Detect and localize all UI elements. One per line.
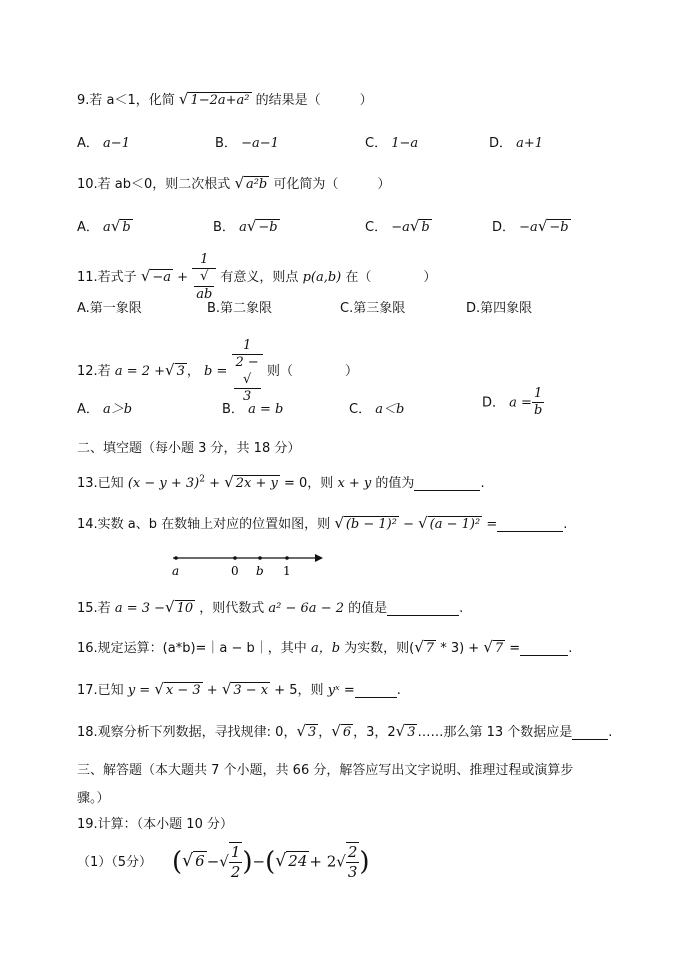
point-b	[258, 556, 262, 560]
q11-option-d: D.第四象限	[466, 301, 533, 316]
q18-stem: 18.观察分析下列数据，寻找规律: 0，	[77, 725, 297, 740]
label-b: b	[256, 564, 264, 578]
q14-radical-1: √ (b − 1)²	[334, 514, 397, 532]
q11-tail2: 在（ ）	[345, 269, 437, 285]
q10-stem: 10.若 ab＜0，则二次根式	[77, 177, 231, 192]
q11-option-c: C.第三象限	[340, 301, 406, 316]
q11-tail: 有意义，则点	[220, 269, 299, 285]
q12-sep: ，	[186, 364, 200, 379]
q12-stem: 12.若	[77, 364, 111, 379]
q17-line: 17.已知 y = √ x − 3 + √ 3 − x + 5，则 yˣ = .	[77, 680, 401, 698]
q9-radical: √ 1−2a+a²	[178, 90, 250, 108]
q10-radical: √ a²b	[234, 174, 268, 192]
q12-fraction: 1 2 − √ 3	[232, 338, 263, 405]
section-3-heading-line-1: 三、解答题（本大题共 7 个小题，共 66 分，解答应写出文字说明、推理过程或演算步	[77, 763, 574, 778]
q11-radical-1: √ −a	[140, 266, 172, 285]
q19-part-1-expression: (√ 6 −√ $\frac{1}{2}$ )−(√ 24 + 2√ $\frac{2}{3}$ )	[172, 843, 370, 881]
q15-radical: √ 10	[165, 598, 194, 616]
q19-stem: 19.计算：（本小题 10 分）	[77, 817, 233, 832]
q12-option-d: D． a = $\frac{1}{b}$	[482, 386, 543, 419]
q13-stem: 13.已知	[77, 476, 124, 491]
q13-expr: (x − y + 3)	[127, 476, 200, 491]
q17-stem: 17.已知	[77, 683, 124, 698]
q12-option-c: C． a＜b	[349, 402, 405, 417]
q17-radical-2: √ 3 − x	[221, 680, 269, 698]
q13-radical: √ 2x + y	[224, 473, 278, 491]
q16-answer-blank[interactable]	[520, 642, 568, 656]
q12-a-expr: a = 2 +	[114, 364, 166, 379]
q13-answer-blank[interactable]	[414, 477, 480, 491]
q10-option-d: D． −a√ −b	[492, 217, 569, 235]
q19-part-1-label: （1）（5分）	[77, 855, 153, 870]
q11-stem-line	[77, 252, 436, 303]
label-a: a	[172, 564, 180, 578]
q11-plus: +	[177, 269, 189, 285]
q15-stem: 15.若	[77, 601, 111, 616]
q14-line: 14.实数 a、b 在数轴上对应的位置如图，则 √ (b − 1)² − √ (a − 1)² = .	[77, 514, 568, 532]
q14-radical-2: √ (a − 1)²	[418, 514, 481, 532]
q11-option-a: A.第一象限	[77, 301, 142, 316]
q14-number-line	[165, 548, 335, 582]
section-2-heading: 二、填空题（每小题 3 分，共 18 分）	[77, 441, 301, 456]
q15-line: 15.若 a = 3 −√ 10 ，则代数式 a² − 6a − 2 的值是 .	[77, 598, 464, 616]
q9-option-d: D． a+1	[489, 136, 544, 151]
q10-tail: 可化简为（ ）	[273, 177, 391, 192]
q12-stem-line	[77, 338, 358, 405]
q14-answer-blank[interactable]	[497, 518, 563, 532]
arrow-right-icon	[315, 554, 323, 562]
q9-option-b: B． −a−1	[215, 136, 279, 151]
q10-stem-line	[77, 176, 390, 191]
q11-fraction: 1 √ ab	[192, 252, 216, 303]
q17-answer-blank[interactable]	[355, 684, 397, 698]
q18-line: 18.观察分析下列数据，寻找规律: 0，√ 3 ，√ 6 ，3，2√ 3 ……那么第 13 个数据应是 .	[77, 722, 613, 740]
label-1: 1	[283, 564, 291, 578]
q9-tail: 的结果是（ ）	[255, 93, 373, 108]
q15-answer-blank[interactable]	[387, 602, 459, 616]
q16-line: 16.规定运算：(a*b)=｜a − b｜，其中 a，b 为实数，则(√ 7 * 3) + √ 7 = .	[77, 638, 573, 656]
q9-option-a: A． a−1	[77, 136, 130, 151]
q12-radical: √ 3	[165, 361, 185, 379]
q12-b-expr: b =	[204, 364, 228, 379]
q14-stem: 14.实数 a、b 在数轴上对应的位置如图，则	[77, 517, 331, 532]
q11-point: p(a,b)	[302, 269, 342, 285]
q10-option-b: B． a√ −b	[213, 217, 278, 235]
section-3-heading-line-2: 骤。）	[77, 791, 110, 806]
q11-stem: 11.若式子	[77, 269, 137, 285]
q17-radical-1: √ x − 3	[154, 680, 201, 698]
q13-line: 13.已知 $(x - y + 3)^2$ + √ 2x + y = 0，则 x + y 的值为 .	[77, 473, 485, 491]
q12-option-a: A． a＞b	[77, 402, 133, 417]
q9-stem: 9.若 a＜1，化简	[77, 93, 175, 108]
q10-option-a: A． a√ b	[77, 217, 131, 235]
q9-stem-line	[77, 92, 373, 107]
label-0: 0	[231, 564, 239, 578]
q12-tail: 则（ ）	[266, 364, 358, 379]
q12-option-b: B． a = b	[222, 402, 284, 417]
point-0	[233, 556, 237, 560]
q11-option-b: B.第二象限	[207, 301, 273, 316]
q9-option-c: C． 1−a	[365, 136, 419, 151]
q10-option-c: C． −a√ b	[365, 217, 430, 235]
q16-stem: 16.规定运算：(a*b)=｜a − b｜，其中	[77, 641, 307, 656]
point-a	[174, 556, 178, 560]
q18-answer-blank[interactable]	[572, 726, 608, 740]
point-1	[285, 556, 289, 560]
